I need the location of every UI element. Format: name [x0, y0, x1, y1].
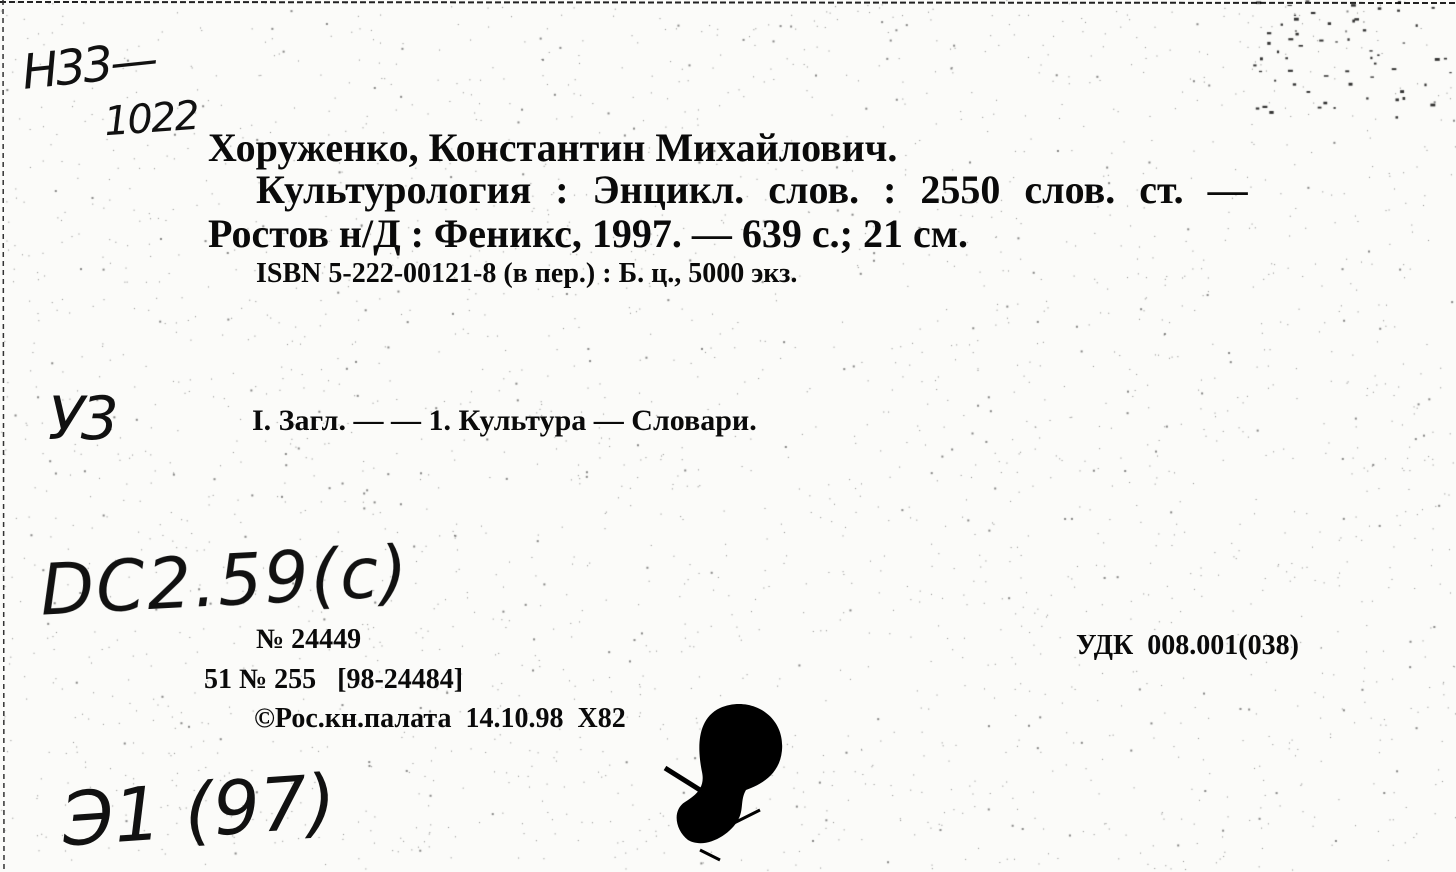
handwritten-author-mark-bottom: 1022: [102, 92, 200, 146]
card-main-heading: Хоруженко, Константин Михайлович.: [208, 125, 898, 170]
card-isbn-line: ISBN 5-222-00121-8 (в пер.) : Б. ц., 5000 экз.: [256, 258, 798, 289]
card-number-line-2: 51 № 255 [98-24484]: [204, 664, 464, 695]
card-title-line: Культурология : Энцикл. слов. : 2550 слов. ст. —: [256, 167, 1248, 212]
handwritten-shelf-code: DC2.59(c): [38, 530, 412, 632]
handwritten-classification: У3: [48, 384, 115, 454]
card-tracings: I. Загл. — — 1. Культура — Словари.: [252, 404, 757, 437]
card-imprint-line: Ростов н/Д : Феникс, 1997. — 639 с.; 21 см.: [208, 211, 968, 256]
handwritten-bbk: Э1 (97): [59, 758, 339, 864]
card-number-line: № 24449: [256, 624, 362, 655]
card-udc: УДК 008.001(038): [1076, 630, 1299, 661]
ink-blot: [660, 690, 790, 865]
handwritten-author-mark-top: Н33—: [19, 31, 158, 101]
card-chamber-line: ©Рос.кн.палата 14.10.98 Х82: [254, 703, 626, 734]
